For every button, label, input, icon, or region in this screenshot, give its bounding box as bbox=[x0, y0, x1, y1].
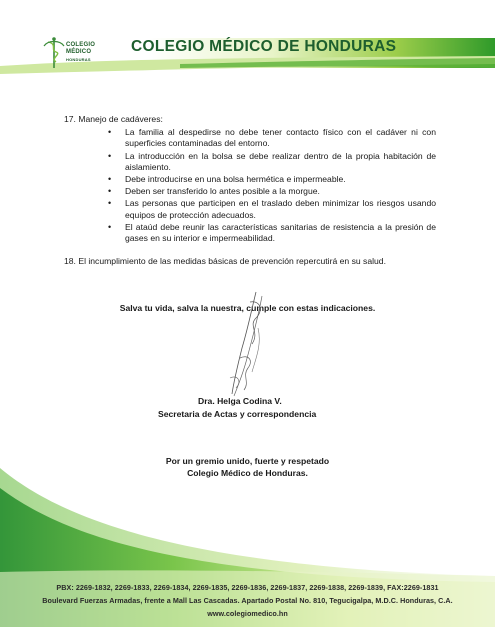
motto-line-1: Por un gremio unido, fuerte y respetado bbox=[165, 456, 330, 466]
list-item: • Deben ser transferido lo antes posible a la morgue. bbox=[108, 186, 436, 197]
logo-line-honduras: HONDURAS bbox=[66, 57, 91, 62]
handwritten-signature bbox=[212, 288, 282, 400]
header-title: COLEGIO MÉDICO DE HONDURAS bbox=[131, 38, 397, 55]
section-17-heading: 17. Manejo de cadáveres: bbox=[64, 114, 163, 124]
list-item: • Las personas que participen en el traslado deben minimizar los riesgos usando equipos de protección adecuados. bbox=[108, 198, 436, 220]
motto-line-2: Colegio Médico de Honduras. bbox=[187, 467, 308, 478]
section-17-list bbox=[64, 127, 436, 244]
section-18-text: 18. El incumplimiento de las medidas básicas de prevención repercutirá en su salud. bbox=[64, 256, 386, 267]
list-item: • La familia al despedirse no debe tener contacto físico con el cadáver ni con superficies contaminadas del entorno. bbox=[108, 127, 436, 149]
footer-phones: PBX: 2269-1832, 2269-1833, 2269-1834, 2269-1835, 2269-1836, 2269-1837, 2269-1838, 2269-1839, FAX:2269-1831 bbox=[56, 583, 439, 592]
list-item: • Debe introducirse en una bolsa hermética e impermeable. bbox=[108, 174, 436, 185]
signatory-name: Dra. Helga Codina V. bbox=[198, 396, 282, 406]
logo-line-medico: MÉDICO bbox=[66, 49, 92, 55]
list-item: • El ataúd debe reunir las características sanitarias de resistencia a la presión de gases en su interior e impermeabilidad. bbox=[108, 222, 436, 244]
closing-line: Salva tu vida, salva la nuestra, cumple con estas indicaciones. bbox=[119, 303, 376, 313]
signatory-block bbox=[158, 395, 316, 421]
logo-text bbox=[66, 42, 95, 63]
logo-line-colegio: COLEGIO bbox=[66, 42, 96, 48]
signatory-role: Secretaria de Actas y correspondencia bbox=[158, 409, 317, 419]
footer-website[interactable]: www.colegiomedico.hn bbox=[207, 609, 288, 618]
list-item: • La introducción en la bolsa se debe realizar dentro de la propia habitación de aislamiento. bbox=[108, 151, 436, 173]
document-body bbox=[64, 114, 436, 267]
footer-address: Boulevard Fuerzas Armadas, frente a Mall Las Cascadas. Apartado Postal No. 810, Tegucigalpa, M.D.C. Honduras, C.A. bbox=[42, 596, 453, 605]
